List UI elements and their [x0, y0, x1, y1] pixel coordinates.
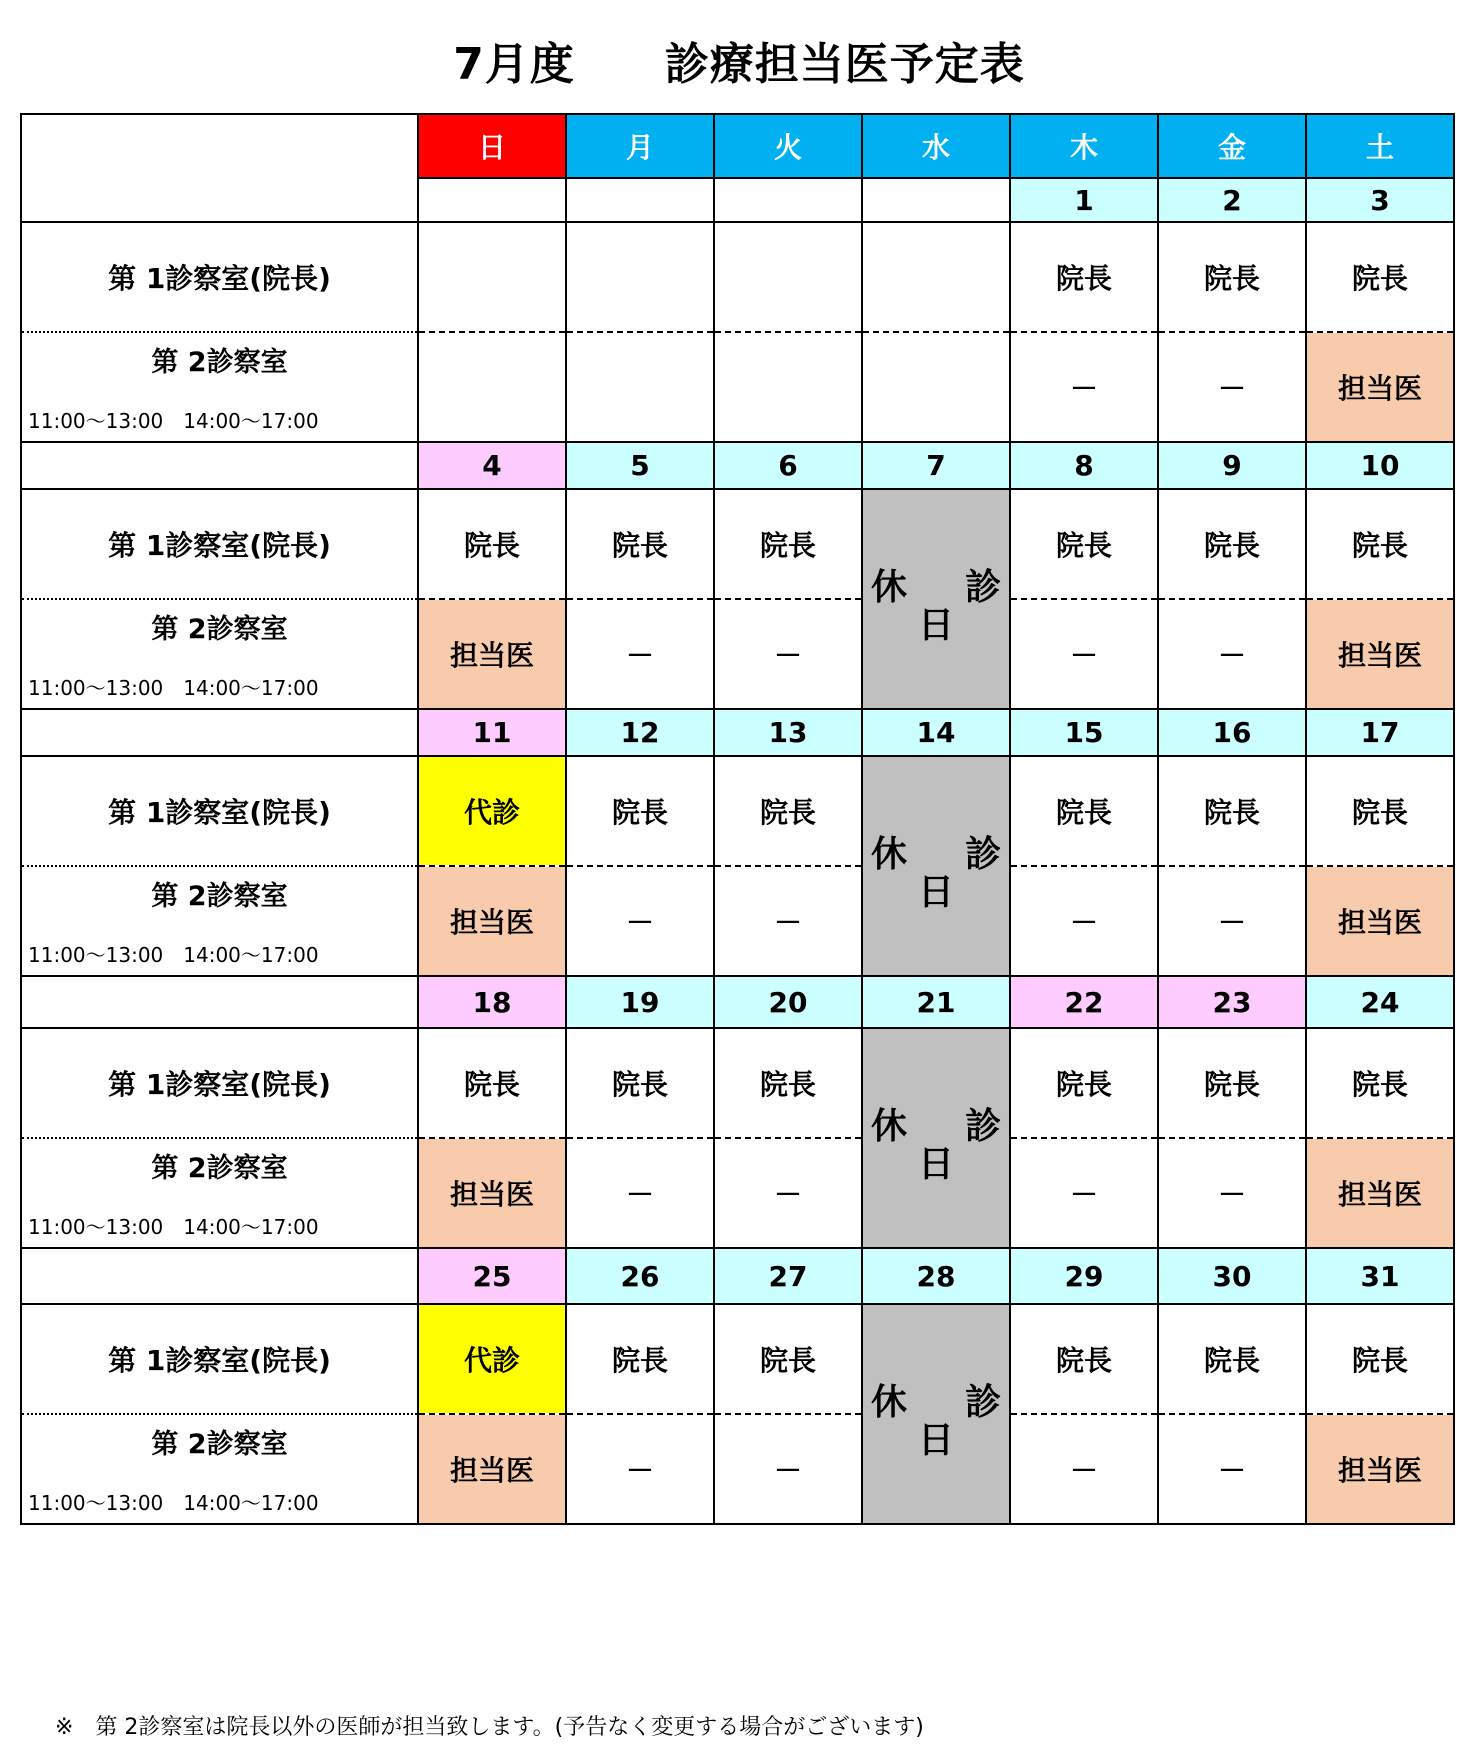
date-cell: 25	[418, 1248, 566, 1304]
room2-cell: －	[1010, 1414, 1158, 1524]
closed-char-1: 休	[871, 567, 908, 608]
closed-day-cell	[862, 489, 1010, 709]
room2-cell: －	[1010, 866, 1158, 976]
room2-hours: 11:00〜13:00 14:00〜17:00	[28, 1491, 319, 1515]
room1-cell: 院長	[1010, 1028, 1158, 1138]
room1-cell: 代診	[418, 756, 566, 866]
room2-cell: 担当医	[1306, 332, 1454, 442]
room1-cell: 院長	[1158, 756, 1306, 866]
room2-label	[21, 1414, 418, 1524]
date-row-week-2	[21, 442, 1454, 489]
room1-row-week-1	[21, 222, 1454, 332]
room2-cell: 担当医	[418, 1138, 566, 1248]
schedule-table	[20, 113, 1455, 1525]
date-cell: 4	[418, 442, 566, 489]
room1-cell: 院長	[1010, 489, 1158, 599]
room2-cell: －	[1158, 1138, 1306, 1248]
date-cell: 27	[714, 1248, 862, 1304]
date-cell: 19	[566, 976, 714, 1028]
room1-cell	[566, 222, 714, 332]
date-cell: 20	[714, 976, 862, 1028]
room2-cell: －	[1158, 332, 1306, 442]
room2-row-week-4	[21, 1138, 1454, 1248]
room2-cell: －	[1010, 332, 1158, 442]
room2-cell	[566, 332, 714, 442]
date-row-week-3	[21, 709, 1454, 756]
room2-name: 第 2診察室	[151, 1153, 288, 1184]
date-cell: 10	[1306, 442, 1454, 489]
room2-cell: －	[566, 1138, 714, 1248]
closed-day-text	[863, 1029, 1009, 1247]
room2-label	[21, 866, 418, 976]
room1-cell: 院長	[566, 489, 714, 599]
room1-cell: 院長	[714, 489, 862, 599]
date-cell: 8	[1010, 442, 1158, 489]
room1-cell: 院長	[1306, 1028, 1454, 1138]
room1-cell: 院長	[1010, 756, 1158, 866]
room1-label: 第 1診察室(院長)	[21, 756, 418, 866]
date-cell: 2	[1158, 178, 1306, 222]
weekday-header-4: 木	[1010, 114, 1158, 178]
date-cell: 7	[862, 442, 1010, 489]
room2-cell: －	[1158, 1414, 1306, 1524]
room2-cell: 担当医	[1306, 599, 1454, 709]
room2-label-box	[22, 340, 417, 434]
room2-name: 第 2診察室	[151, 1429, 288, 1460]
room1-cell: 院長	[1306, 1304, 1454, 1414]
room1-cell: 院長	[1158, 1028, 1306, 1138]
date-cell	[418, 178, 566, 222]
date-cell: 5	[566, 442, 714, 489]
weekday-header-5: 金	[1158, 114, 1306, 178]
date-row-week-5	[21, 1248, 1454, 1304]
room2-label	[21, 332, 418, 442]
closed-day-text	[863, 757, 1009, 975]
room2-hours: 11:00〜13:00 14:00〜17:00	[28, 1215, 319, 1239]
room2-cell: －	[714, 599, 862, 709]
date-cell: 30	[1158, 1248, 1306, 1304]
date-cell: 6	[714, 442, 862, 489]
date-row-label	[21, 976, 418, 1028]
room2-cell: －	[714, 1414, 862, 1524]
room1-label: 第 1診察室(院長)	[21, 222, 418, 332]
date-row-label	[21, 442, 418, 489]
date-cell: 26	[566, 1248, 714, 1304]
date-cell: 11	[418, 709, 566, 756]
room2-cell: 担当医	[1306, 866, 1454, 976]
room2-row-week-5	[21, 1414, 1454, 1524]
weekday-header-row	[21, 114, 1454, 178]
room2-cell	[862, 332, 1010, 442]
room2-cell: －	[1158, 866, 1306, 976]
room2-name: 第 2診察室	[151, 881, 288, 912]
room2-label-box	[22, 874, 417, 968]
date-cell: 29	[1010, 1248, 1158, 1304]
closed-char-2: 診	[964, 834, 1001, 875]
corner-cell	[21, 114, 418, 222]
room1-label: 第 1診察室(院長)	[21, 489, 418, 599]
closed-char-2: 診	[964, 1382, 1001, 1423]
room2-label-box	[22, 1146, 417, 1240]
date-cell: 28	[862, 1248, 1010, 1304]
room2-row-week-1	[21, 332, 1454, 442]
room1-cell: 院長	[1306, 756, 1454, 866]
room1-cell: 院長	[714, 1028, 862, 1138]
date-row-label	[21, 709, 418, 756]
room2-row-week-3	[21, 866, 1454, 976]
room2-cell: －	[566, 599, 714, 709]
room2-cell: －	[714, 866, 862, 976]
closed-char-3: 日	[917, 872, 954, 913]
room2-cell: 担当医	[1306, 1138, 1454, 1248]
room1-label: 第 1診察室(院長)	[21, 1304, 418, 1414]
closed-day-text	[863, 490, 1009, 708]
room2-cell: －	[714, 1138, 862, 1248]
date-cell: 14	[862, 709, 1010, 756]
room1-cell: 代診	[418, 1304, 566, 1414]
room2-name: 第 2診察室	[151, 614, 288, 645]
room1-cell: 院長	[714, 1304, 862, 1414]
room2-label	[21, 599, 418, 709]
room1-label: 第 1診察室(院長)	[21, 1028, 418, 1138]
weekday-header-2: 火	[714, 114, 862, 178]
date-cell: 18	[418, 976, 566, 1028]
room2-name: 第 2診察室	[151, 347, 288, 378]
date-cell	[714, 178, 862, 222]
room1-cell: 院長	[418, 1028, 566, 1138]
room2-label-box	[22, 607, 417, 701]
room2-cell: 担当医	[418, 866, 566, 976]
closed-day-cell	[862, 1304, 1010, 1524]
closed-char-2: 診	[964, 567, 1001, 608]
room2-row-week-2	[21, 599, 1454, 709]
room1-cell: 院長	[1306, 489, 1454, 599]
date-cell: 21	[862, 976, 1010, 1028]
room2-hours: 11:00〜13:00 14:00〜17:00	[28, 676, 319, 700]
room2-hours: 11:00〜13:00 14:00〜17:00	[28, 943, 319, 967]
room2-cell: －	[1010, 599, 1158, 709]
room2-cell: 担当医	[418, 599, 566, 709]
date-row-week-4	[21, 976, 1454, 1028]
closed-char-3: 日	[917, 1420, 954, 1461]
room1-cell: 院長	[566, 756, 714, 866]
room2-label-box	[22, 1422, 417, 1516]
date-cell: 3	[1306, 178, 1454, 222]
room1-cell: 院長	[1306, 222, 1454, 332]
date-row-label	[21, 1248, 418, 1304]
closed-char-1: 休	[871, 834, 908, 875]
closed-char-3: 日	[917, 1144, 954, 1185]
room1-row-week-4	[21, 1028, 1454, 1138]
room2-cell	[418, 332, 566, 442]
closed-day-cell	[862, 756, 1010, 976]
room2-hours: 11:00〜13:00 14:00〜17:00	[28, 409, 319, 433]
closed-char-3: 日	[917, 605, 954, 646]
room1-cell: 院長	[1010, 1304, 1158, 1414]
room1-cell: 院長	[418, 489, 566, 599]
closed-day-text	[863, 1305, 1009, 1523]
closed-char-1: 休	[871, 1106, 908, 1147]
room1-cell: 院長	[1158, 489, 1306, 599]
room1-cell: 院長	[1158, 1304, 1306, 1414]
room1-cell: 院長	[1010, 222, 1158, 332]
room1-cell	[418, 222, 566, 332]
room1-cell	[862, 222, 1010, 332]
room2-cell: －	[566, 1414, 714, 1524]
room1-cell: 院長	[566, 1028, 714, 1138]
room2-cell: －	[1010, 1138, 1158, 1248]
date-cell	[566, 178, 714, 222]
room1-row-week-2	[21, 489, 1454, 599]
room1-row-week-3	[21, 756, 1454, 866]
room1-cell	[714, 222, 862, 332]
page-title: 7月度 診療担当医予定表	[453, 39, 1025, 90]
footnote: ※ 第 2診察室は院長以外の医師が担当致します。(予告なく変更する場合がございます)	[55, 1715, 924, 1740]
date-cell: 22	[1010, 976, 1158, 1028]
weekday-header-0: 日	[418, 114, 566, 178]
closed-day-cell	[862, 1028, 1010, 1248]
date-cell: 24	[1306, 976, 1454, 1028]
date-cell: 12	[566, 709, 714, 756]
room1-cell: 院長	[1158, 222, 1306, 332]
date-cell: 9	[1158, 442, 1306, 489]
date-cell: 17	[1306, 709, 1454, 756]
room2-cell: －	[566, 866, 714, 976]
room2-cell: 担当医	[418, 1414, 566, 1524]
date-cell: 1	[1010, 178, 1158, 222]
date-cell: 23	[1158, 976, 1306, 1028]
room2-cell	[714, 332, 862, 442]
date-cell: 15	[1010, 709, 1158, 756]
room2-cell: 担当医	[1306, 1414, 1454, 1524]
room2-label	[21, 1138, 418, 1248]
room1-cell: 院長	[714, 756, 862, 866]
date-cell	[862, 178, 1010, 222]
room2-cell: －	[1158, 599, 1306, 709]
weekday-header-3: 水	[862, 114, 1010, 178]
weekday-header-1: 月	[566, 114, 714, 178]
closed-char-2: 診	[964, 1106, 1001, 1147]
room1-row-week-5	[21, 1304, 1454, 1414]
room1-cell: 院長	[566, 1304, 714, 1414]
date-cell: 13	[714, 709, 862, 756]
closed-char-1: 休	[871, 1382, 908, 1423]
date-cell: 16	[1158, 709, 1306, 756]
date-cell: 31	[1306, 1248, 1454, 1304]
weekday-header-6: 土	[1306, 114, 1454, 178]
